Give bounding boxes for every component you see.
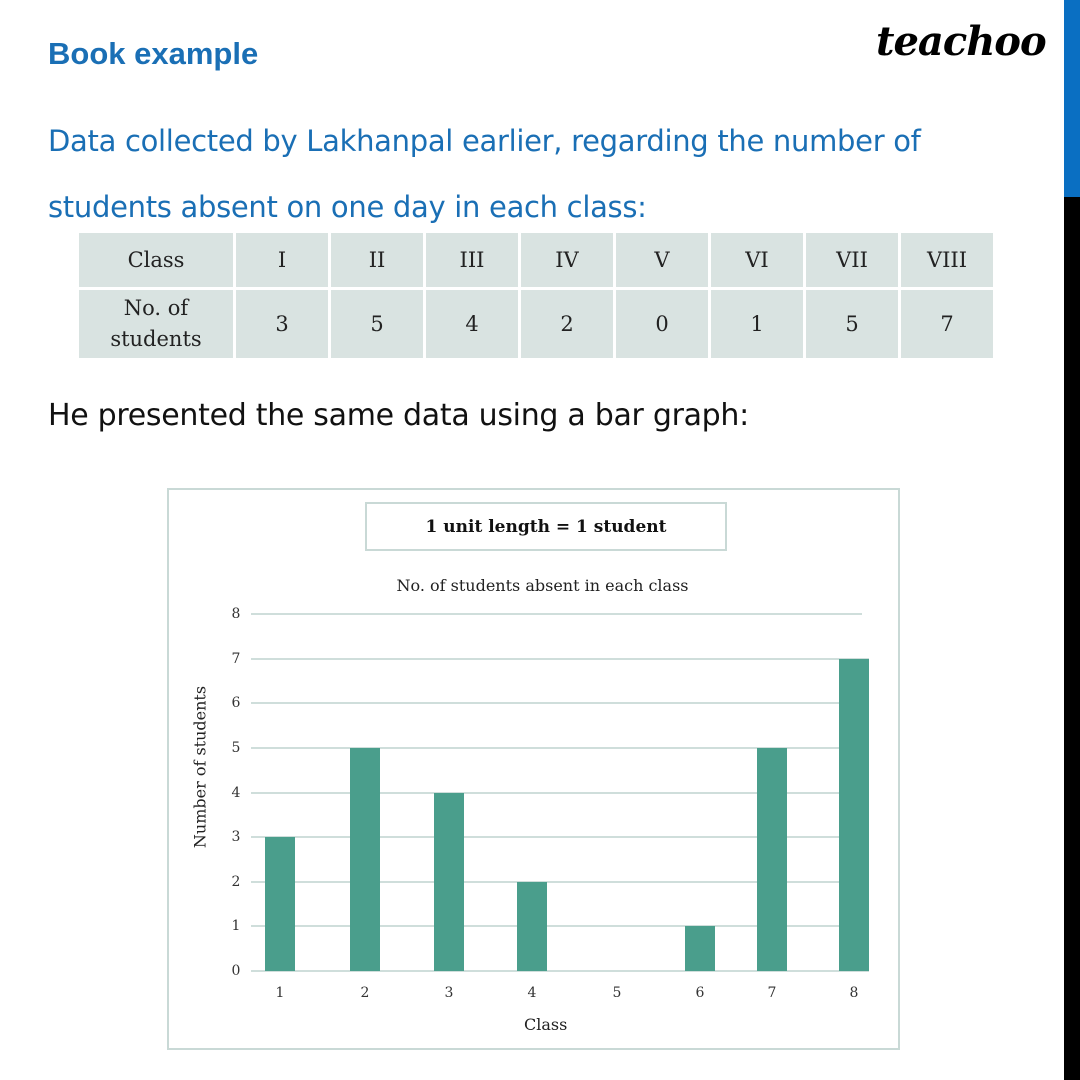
table-cell: 2 — [521, 290, 613, 358]
x-tick-label: 1 — [275, 985, 285, 1001]
table-row-header: Class — [79, 233, 233, 287]
table-row-class — [79, 233, 993, 287]
bar-class-1 — [265, 837, 295, 971]
x-tick-label: 6 — [695, 985, 705, 1001]
bar-class-3 — [434, 793, 464, 971]
sidebar-accent-blue — [1064, 0, 1080, 197]
table-cell: III — [426, 233, 518, 287]
table-cell: VI — [711, 233, 803, 287]
x-tick-label: 8 — [849, 985, 859, 1001]
table-cell: V — [616, 233, 708, 287]
table-cell: VII — [806, 233, 898, 287]
bar-class-7 — [757, 748, 787, 971]
y-tick-label: 5 — [231, 740, 241, 756]
table-cell: 0 — [616, 290, 708, 358]
x-tick-label: 5 — [612, 985, 622, 1001]
sidebar-accent-black — [1064, 197, 1080, 1080]
y-tick-label: 6 — [231, 695, 241, 712]
y-tick-label: 8 — [231, 606, 241, 623]
intro-text: Data collected by Lakhanpal earlier, regarding the number of students absent on one day in each class: — [48, 124, 921, 224]
y-tick-label: 1 — [231, 918, 241, 935]
gridline — [251, 702, 869, 704]
table-cell: 7 — [901, 290, 993, 358]
page-heading: Book example — [48, 36, 259, 71]
table-cell: I — [236, 233, 328, 287]
chart-title: No. of students absent in each class — [396, 576, 689, 595]
y-tick-label: 2 — [231, 873, 241, 890]
table-row-students — [79, 290, 993, 358]
table-cell: 4 — [426, 290, 518, 358]
x-tick-label: 4 — [527, 985, 537, 1001]
teachoo-logo: teachoo — [876, 18, 1046, 65]
table-row-header: No. of students — [79, 290, 233, 358]
y-tick-label: 7 — [231, 650, 241, 667]
x-axis-label: Class — [524, 1015, 568, 1034]
table-cell: VIII — [901, 233, 993, 287]
table-cell: II — [331, 233, 423, 287]
y-tick-label: 0 — [231, 963, 241, 979]
scale-note: 1 unit length = 1 student — [365, 502, 727, 551]
x-tick-label: 7 — [767, 985, 777, 1001]
gridline — [251, 613, 862, 615]
bar-class-2 — [350, 748, 380, 971]
gridline — [251, 658, 869, 660]
table-cell: 5 — [806, 290, 898, 358]
x-tick-label: 2 — [360, 985, 370, 1001]
absence-data-table — [76, 230, 996, 361]
table-cell: 1 — [711, 290, 803, 358]
table-cell: 5 — [331, 290, 423, 358]
bar-graph-intro: He presented the same data using a bar graph: — [48, 398, 749, 433]
y-tick-label: 3 — [231, 829, 241, 846]
table-cell: IV — [521, 233, 613, 287]
bar-class-6 — [685, 926, 715, 971]
x-tick-label: 3 — [444, 985, 454, 1001]
y-axis-label: Number of students — [190, 685, 210, 849]
bar-class-4 — [517, 882, 547, 971]
bar-class-8 — [839, 659, 869, 971]
y-tick-label: 4 — [231, 784, 241, 801]
table-cell: 3 — [236, 290, 328, 358]
